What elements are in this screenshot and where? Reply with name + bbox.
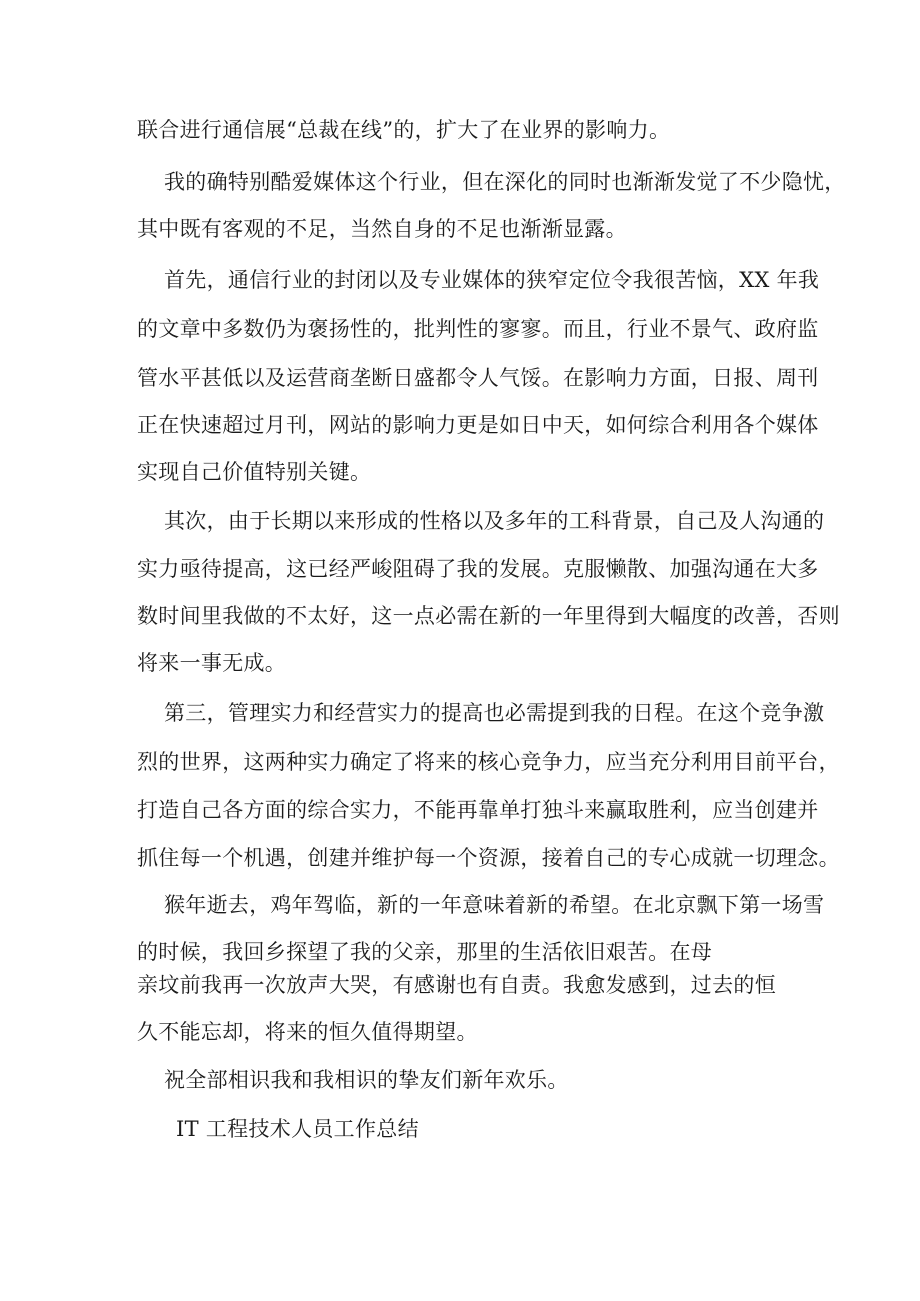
text-line: 打造自己各方面的综合实力，不能再靠单打独斗来赢取胜利，应当创建并: [137, 798, 819, 822]
text-line: 的文章中多数仍为褒扬性的，批判性的寥寥。而且，行业不景气、政府监: [137, 317, 819, 341]
text-line: 实现自己价值特别关键。: [137, 460, 372, 484]
text-line: 抓住每一个机遇，创建并维护每一个资源，接着自己的专心成就一切理念。: [137, 846, 840, 870]
text-line: 管水平甚低以及运营商垄断日盛都令人气馁。在影响力方面，日报、周刊: [137, 366, 819, 390]
paragraph-start-line: 我的确特别酷爱媒体这个行业，但在深化的同时也渐渐发觉了不少隐忧，: [164, 170, 846, 194]
text-line: 将来一事无成。: [137, 651, 287, 675]
paragraph-start-line: 猴年逝去，鸡年驾临，新的一年意味着新的希望。在北京飘下第一场雪: [164, 893, 825, 917]
paragraph-start-line: 首先，通信行业的封闭以及专业媒体的狭窄定位令我很苦恼，XX 年我: [164, 268, 820, 292]
text-line: 的时候，我回乡探望了我的父亲，那里的生活依旧艰苦。在母: [137, 940, 713, 964]
text-line: 久不能忘却，将来的恒久值得期望。: [137, 1020, 478, 1044]
text-line: 联合进行通信展“总裁在线”的，扩大了在业界的影响力。: [137, 118, 671, 142]
text-line: 烈的世界，这两种实力确定了将来的核心竞争力，应当充分利用目前平台，: [137, 750, 840, 774]
closing-line: 祝全部相识我和我相识的挚友们新年欢乐。: [164, 1068, 569, 1092]
text-line: 数时间里我做的不太好，这一点必需在新的一年里得到大幅度的改善，否则: [137, 604, 840, 628]
paragraph-start-line: 其次，由于长期以来形成的性格以及多年的工科背景，自己及人沟通的: [164, 509, 825, 533]
section-title: IT 工程技术人员工作总结: [176, 1117, 419, 1141]
paragraph-start-line: 第三，管理实力和经营实力的提高也必需提到我的日程。在这个竞争激: [164, 701, 825, 725]
text-line: 实力亟待提高，这已经严峻阻碍了我的发展。克服懒散、加强沟通在大多: [137, 557, 819, 581]
text-line: 亲坟前我再一次放声大哭，有感谢也有自责。我愈发感到，过去的恒: [137, 973, 776, 997]
text-line: 正在快速超过月刊，网站的影响力更是如日中天，如何综合利用各个媒体: [137, 413, 819, 437]
text-line: 其中既有客观的不足，当然自身的不足也渐渐显露。: [137, 217, 627, 241]
